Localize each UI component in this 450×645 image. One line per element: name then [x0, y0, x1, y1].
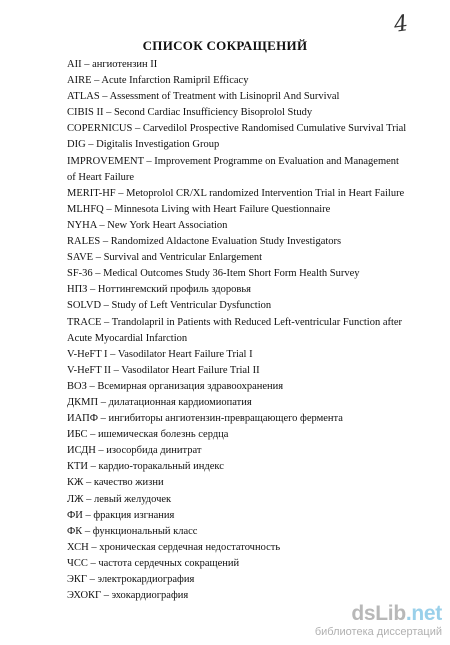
list-item: КЖ – качество жизни [67, 477, 164, 489]
list-item: MLHFQ – Minnesota Living with Heart Failure Questionnaire [67, 203, 331, 215]
list-item: SF-36 – Medical Outcomes Study 36-Item Short Form Health Survey [67, 268, 360, 280]
list-item: ИАПФ – ингибиторы ангиотензин-превращающего фермента [67, 413, 343, 425]
list-item: DIG – Digitalis Investigation Group [67, 139, 220, 151]
list-item: SAVE – Survival and Ventricular Enlargement [67, 252, 263, 264]
list-item: NYHA – New York Heart Association [67, 219, 228, 231]
list-item: V-HeFT II – Vasodilator Heart Failure Trial II [67, 364, 260, 376]
list-item: CIBIS II – Second Cardiac Insufficiency Bisoprolol Study [67, 107, 313, 119]
list-item: ХСН – хроническая сердечная недостаточность [67, 541, 281, 553]
list-item: ЭКГ – электрокардиография [67, 574, 195, 585]
list-item: IMPROVEMENT – Improvement Programme on Evaluation and Management [67, 155, 399, 167]
list-item: ФИ – фракция изгнания [67, 509, 175, 521]
list-item: COPERNICUS – Carvedilol Prospective Randomised Cumulative Survival Trial [67, 123, 407, 135]
list-item: ATLAS – Assessment of Treatment with Lisinopril And Survival [67, 91, 340, 103]
list-item: SOLVD – Study of Left Ventricular Dysfunction [67, 300, 272, 312]
list-item: ЭХОКГ – эхокардиография [67, 590, 189, 602]
list-item: АII – ангиотензин II [67, 59, 158, 70]
list-item: ФК – функциональный класс [67, 525, 198, 537]
list-item: V-HeFT I – Vasodilator Heart Failure Trial I [67, 348, 253, 360]
list-item: ДКМП – дилатационная кардиомиопатия [67, 396, 252, 408]
list-item: ЧСС – частота сердечных сокращений [67, 557, 240, 569]
page-number: 4 [392, 11, 410, 38]
watermark [315, 602, 442, 639]
watermark-logo-text: dsLib [351, 602, 406, 625]
list-item: ЛЖ – левый желудочек [67, 493, 172, 505]
list-item: НПЗ – Ноттингемский профиль здоровья [67, 284, 251, 296]
abbreviation-list [67, 57, 422, 604]
list-item: ИБС – ишемическая болезнь сердца [67, 429, 229, 441]
list-item: RALES – Randomized Aldactone Evaluation Study Investigators [67, 236, 342, 248]
watermark-logo [315, 602, 442, 626]
list-item: КТИ – кардио-торакальный индекс [67, 461, 224, 473]
watermark-logo-domain: .net [405, 602, 442, 625]
list-item: AIRE – Acute Infarction Ramipril Efficacy [67, 75, 249, 87]
list-item: ИСДН – изосорбида динитрат [67, 445, 202, 457]
list-item-continuation: of Heart Failure [67, 171, 135, 183]
list-item: TRACE – Trandolapril in Patients with Reduced Left-ventricular Function after [67, 316, 403, 328]
watermark-subtitle: библиотека диссертаций [314, 626, 442, 638]
list-item-continuation: Acute Myocardial Infarction [67, 332, 188, 344]
list-item: ВОЗ – Всемирная организация здравоохранения [67, 380, 284, 392]
list-item: MERIT-HF – Metoprolol CR/XL randomized Intervention Trial in Heart Failure [67, 187, 405, 199]
page-title: СПИСОК СОКРАЩЕНИЙ [142, 38, 308, 53]
